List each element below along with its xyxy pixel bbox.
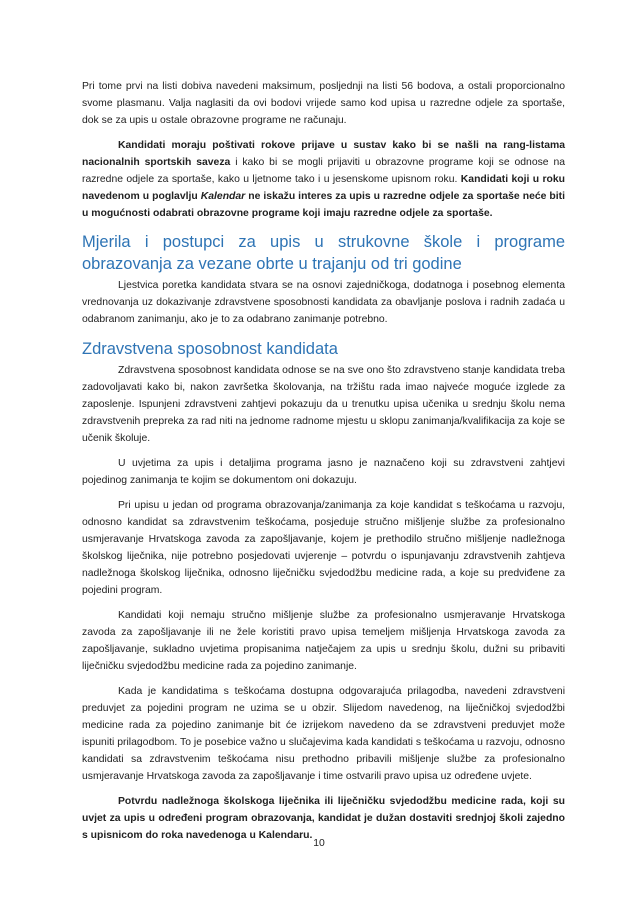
paragraph-points: Pri tome prvi na listi dobiva navedeni maksimum, posljednji na listi 56 bodova, a ostali proporcionalno svome plasmanu. Valja naglasiti da ovi bodovi vrijede samo kod upisa u razredne odjele za sportaše, dok se za upis u ostale obrazovne programe ne računaju.	[82, 81, 565, 126]
paragraph-certificate	[82, 793, 565, 844]
paragraph-health-requirements: U uvjetima za upis i detaljima programa jasno je naznačeno koji su zdravstveni zahtjevi pojedinog zanimanja te kojim se dokumentom oni dokazuju.	[82, 458, 565, 486]
certificate-bold-text: Potvrdu nadležnoga školskoga liječnika ili liječničku svjedodžbu medicine rada, koji su uvjet za upis u određeni program obrazovanja, kandidat je dužan dostaviti srednjoj školi zajedno s upisnicom do roka navedenoga u Kalendaru.	[82, 796, 565, 841]
deadline-text-1: i kako bi se mogli prijaviti u obrazovne programe koji se odnose na razredne odjele za sportaše, kako u ljetnome tako i u jesenskome upisnom roku.	[82, 157, 565, 185]
calendar-reference: Kalendar	[200, 191, 246, 202]
deadline-bold-3: ne iskažu interes za upis u razredne odjele za sportaše neće biti u mogućnosti odabrati obrazovne programe koji imaju razredne odjele za sportaše.	[82, 191, 565, 219]
paragraph-adaptation: Kada je kandidatima s teškoćama dostupna odgovarajuća prilagodba, navedeni zdravstveni preduvjet za pojedini program ne uzima se u obzir. Slijedom navedenog, na liječničkoj svjedodžbi medicine rada za pojedino zanimanje bit će izrijekom navedeno da se zdravstveni preduvjet može ispuniti prilagodbom. To je posebice važno u slučajevima kada kandidati s teškoćama u razvoju, odnosno kandidati sa zdravstvenim teškoćama nisu prethodno pribavili mišljenje službe za profesionalno usmjeravanje Hrvatskoga zavoda za zapošljavanje i time ostvarili pravo upisa uz određene uvjete.	[82, 686, 565, 782]
page-number: 10	[313, 838, 325, 849]
paragraph-no-opinion: Kandidati koji nemaju stručno mišljenje službe za profesionalno usmjeravanje Hrvatskoga zavoda za zapošljavanje ili ne žele koristiti pravo upisa temeljem mišljenja Hrvatskoga zavoda za zapošljavanje, sukladno uvjetima propisanima natječajem za upis u srednju školu, dužni su pribaviti liječničku svjedodžbu medicine rada za pojedino zanimanje.	[82, 610, 565, 672]
section-heading-criteria: Mjerila i postupci za upis u strukovne škole i programe obrazovanja za vezane obrte u trajanju od tri godine	[82, 233, 565, 273]
paragraph-professional-opinion: Pri upisu u jedan od programa obrazovanja/zanimanja za koje kandidat s teškoćama u razvoju, odnosno kandidat sa zdravstvenim teškoćama, posjeduje stručno mišljenje službe za profesionalno usmjeravanje Hrvatskoga zavoda za zapošljavanje, kojem je prethodilo stručno mišljenje nadležnoga školskog liječnika, nije potrebno posjedovati uvjerenje – potvrdu o ispunjavanju zdravstvenih zahtjeva nadležnoga školskog liječnika, odnosno liječničku svjedodžbu medicine rada, a koje su predviđene za pojedini program.	[82, 500, 565, 596]
paragraph-deadlines	[82, 137, 565, 222]
paragraph-health-capability: Zdravstvena sposobnost kandidata odnose se na sve ono što zdravstveno stanje kandidata treba zadovoljavati kako bi, nakon završetka školovanja, na tržištu rada imao najveće moguće izglede za zaposlenje. Ispunjeni zdravstveni zahtjevi pokazuju da u trenutku upisa učenika u srednju školu nema zdravstvenih prepreka za rad niti na jednome radnome mjestu u sklopu zanimanja/kvalifikacija za koje se učenik školuje.	[82, 365, 565, 444]
deadline-bold-1: Kandidati moraju poštivati rokove prijave u sustav kako bi se našli na rang-listama nacionalnih sportskih saveza	[82, 140, 565, 168]
deadline-bold-2: Kandidati koji u roku navedenom u poglavlju	[82, 174, 566, 202]
section-heading-health: Zdravstvena sposobnost kandidata	[82, 340, 338, 358]
paragraph-ranking: Ljestvica poretka kandidata stvara se na osnovi zajedničkoga, dodatnoga i posebnog elementa vrednovanja uz dokazivanje zdravstvene sposobnosti kandidata za obavljanje poslova i radnih zadaća u odabranom zanimanju, ako je to za odabrano zanimanje potrebno.	[82, 280, 565, 325]
